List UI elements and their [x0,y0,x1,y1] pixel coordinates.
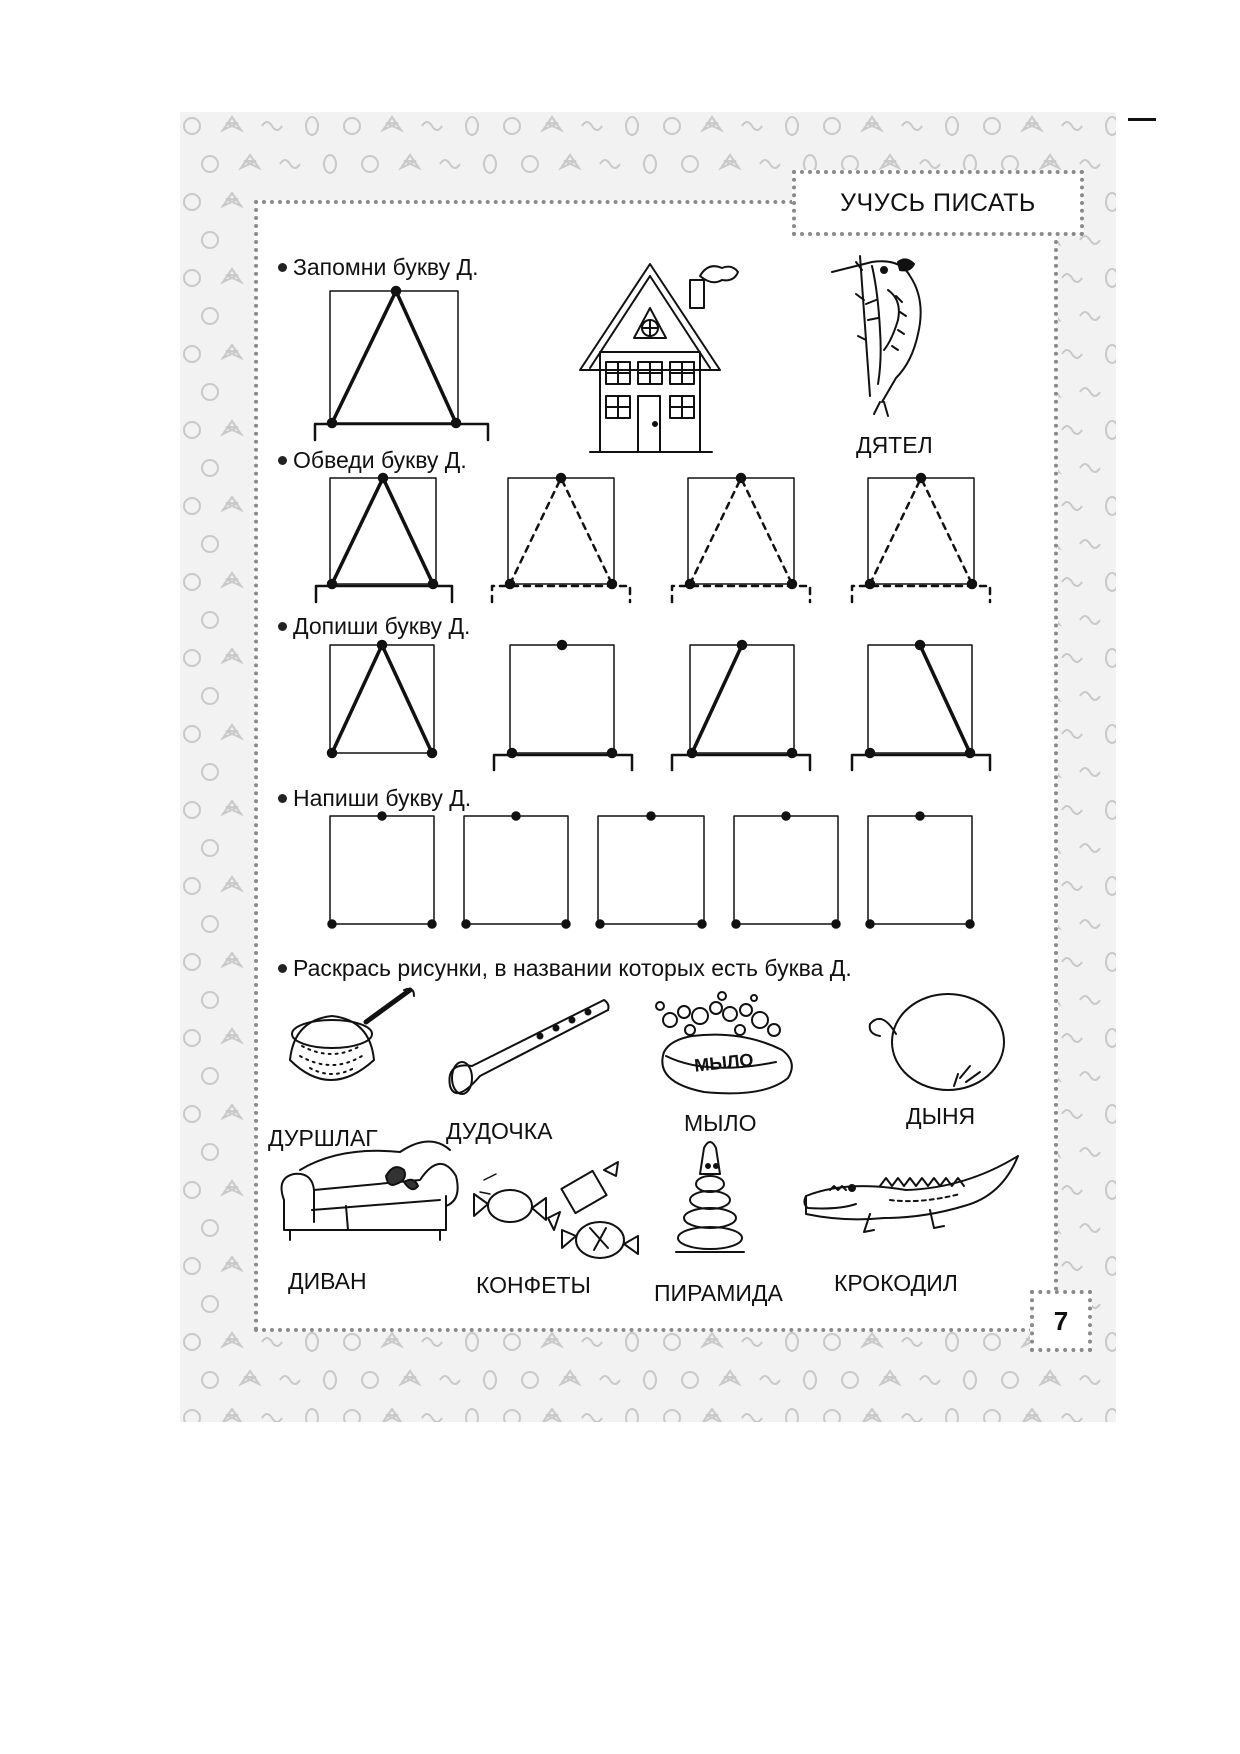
house-icon [580,264,738,452]
letter-complete-1 [328,641,436,757]
colander-icon [290,989,414,1080]
melon-icon [870,994,1004,1090]
task-write-label: Напиши букву Д. [293,785,472,811]
task-remember-label: Запомни букву Д. [293,254,479,280]
letter-model [315,287,488,440]
page-number: 7 [1030,1290,1092,1352]
letter-complete-4 [852,641,990,770]
word-crocodile: КРОКОДИЛ [834,1270,958,1296]
task-color-label: Раскрась рисунки, в названии которых есть буква Д. [293,955,852,981]
word-pyramid: ПИРАМИДА [654,1280,783,1306]
candies-icon [474,1162,638,1258]
word-colander: ДУРШЛАГ [268,1125,378,1151]
crocodile-icon [804,1156,1018,1232]
task-trace-label: Обведи букву Д. [293,447,467,473]
letter-trace-dotted-1 [492,474,630,602]
word-candies: КОНФЕТЫ [476,1272,591,1298]
soap-inscription: МЫЛО [693,1049,755,1076]
letter-trace-dotted-3 [852,474,990,602]
pipe-icon [449,1000,608,1094]
letter-trace-dotted-2 [672,474,810,602]
letter-write-boxes [328,812,974,928]
sofa-icon [282,1141,458,1240]
letter-complete-3 [672,641,810,770]
soap-icon [656,992,792,1093]
word-pipe: ДУДОЧКА [446,1118,553,1144]
word-soap: МЫЛО [684,1110,757,1136]
pyramid-toy-icon [676,1142,744,1252]
word-melon: ДЫНЯ [906,1103,976,1129]
word-sofa: ДИВАН [288,1268,367,1294]
letter-complete-2 [494,641,632,770]
letter-trace-solid [316,474,452,602]
woodpecker-icon [832,256,921,416]
section-title: УЧУСЬ ПИСАТЬ [792,170,1084,236]
task-complete-label: Допиши букву Д. [293,613,471,639]
word-woodpecker: ДЯТЕЛ [856,432,933,458]
